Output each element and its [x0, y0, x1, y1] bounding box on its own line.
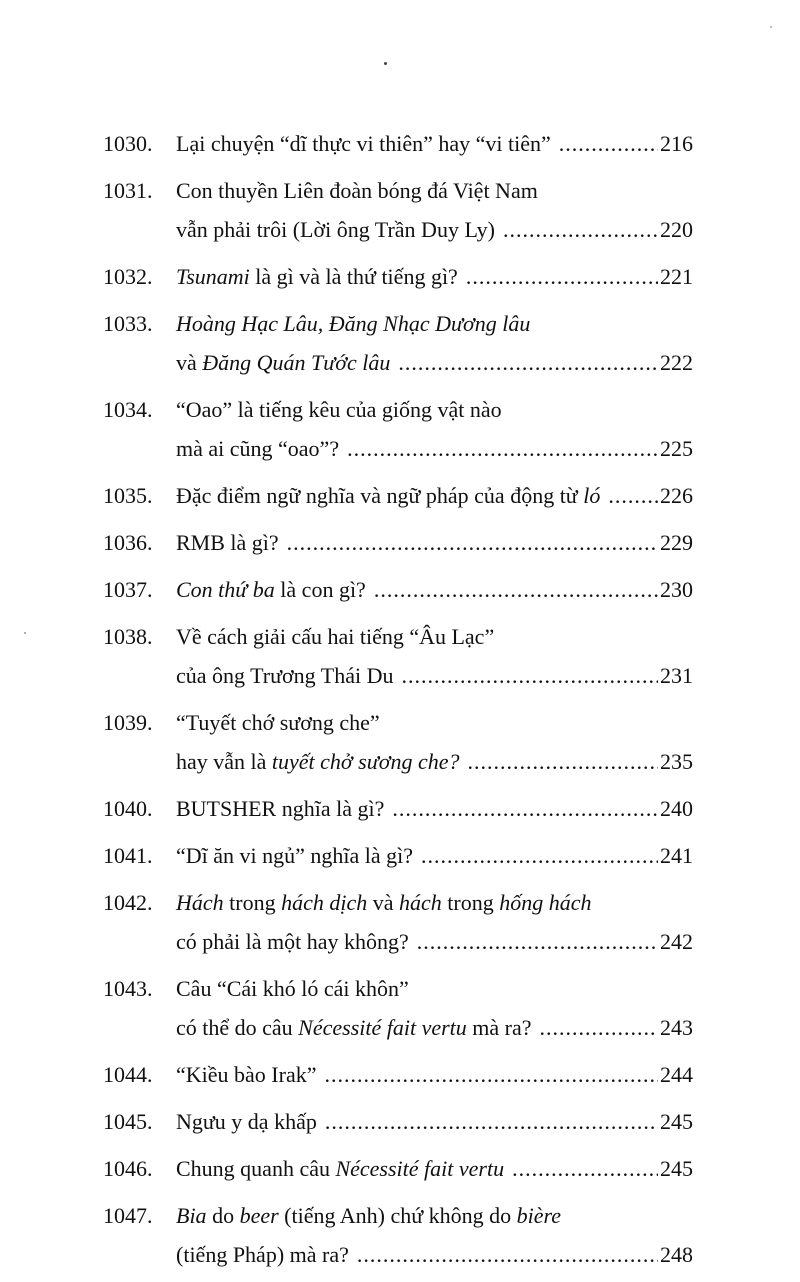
title-text: do	[206, 1203, 240, 1228]
entry-body	[176, 703, 693, 781]
toc-entry	[103, 836, 693, 875]
entry-body	[176, 570, 693, 609]
entry-title	[176, 523, 279, 562]
title-text: “Dĩ ăn vi ngủ” nghĩa là gì?	[176, 843, 414, 868]
entry-body	[176, 523, 693, 562]
page-number: 216	[660, 131, 693, 156]
title-italic-text: bière	[516, 1203, 562, 1228]
entry-title	[176, 124, 551, 163]
entry-body	[176, 789, 693, 828]
entry-title	[176, 890, 592, 915]
entry-title-line	[176, 1196, 693, 1235]
entry-title-line	[176, 789, 693, 828]
entry-title	[176, 1055, 316, 1094]
entry-body	[176, 390, 693, 468]
entry-title-line	[176, 969, 693, 1008]
title-text: “Oao” là tiếng kêu của giống vật nào	[176, 397, 502, 422]
title-text: có phải là một hay không?	[176, 929, 409, 954]
dot-leader	[347, 429, 658, 468]
scan-speck	[24, 632, 26, 634]
entry-number: 1040.	[103, 796, 153, 821]
entry-number: 1046.	[103, 1156, 153, 1181]
entry-body	[176, 124, 693, 163]
title-text: trong	[223, 890, 282, 915]
page-number: 248	[660, 1242, 693, 1267]
title-text: (tiếng Pháp) mà ra?	[176, 1242, 349, 1267]
entry-title	[176, 257, 458, 296]
dot-leader	[398, 343, 658, 382]
entry-title	[176, 1203, 561, 1228]
entry-number: 1033.	[103, 311, 153, 336]
title-text: BUTSHER nghĩa là gì?	[176, 796, 385, 821]
page-number: 235	[660, 749, 693, 774]
dot-leader	[503, 210, 658, 249]
title-italic-text: Đăng Quán Tước lâu	[202, 350, 391, 375]
entry-number: 1041.	[103, 843, 153, 868]
page-number: 240	[660, 796, 693, 821]
title-text: Câu “Cái khó ló cái khôn”	[176, 976, 409, 1001]
entry-body	[176, 969, 693, 1047]
entry-number: 1043.	[103, 976, 153, 1001]
entry-title	[176, 624, 494, 649]
toc-entry	[103, 1102, 693, 1141]
entry-title-line	[176, 836, 693, 875]
title-text: Ngưu y dạ khấp	[176, 1109, 317, 1134]
entry-body	[176, 1055, 693, 1094]
entry-title	[176, 789, 384, 828]
entry-title	[176, 210, 495, 249]
entry-title-line	[176, 210, 693, 249]
title-text: mà ra?	[466, 1015, 532, 1040]
entry-number: 1030.	[103, 131, 153, 156]
title-text: Chung quanh câu	[176, 1156, 336, 1181]
entry-number: 1047.	[103, 1203, 153, 1228]
title-text: “Kiều bào Irak”	[176, 1062, 317, 1087]
title-text: là gì và là thứ tiếng gì?	[249, 264, 458, 289]
title-text: và	[367, 890, 400, 915]
title-italic-text: Nécessité fait vertu	[335, 1156, 505, 1181]
entry-title	[176, 656, 394, 695]
title-italic-text: Hách	[176, 890, 224, 915]
title-text: mà ai cũng “oao”?	[176, 436, 340, 461]
entry-title	[176, 570, 366, 609]
entry-title-line	[176, 570, 693, 609]
title-text: “Tuyết chớ sương che”	[176, 710, 380, 735]
entry-title	[176, 343, 390, 382]
title-text: (tiếng Anh) chứ không do	[278, 1203, 517, 1228]
title-text: Về cách giải cấu hai tiếng “Âu Lạc”	[176, 624, 495, 649]
page-number: 225	[660, 436, 693, 461]
entry-number: 1032.	[103, 264, 153, 289]
entry-body	[176, 171, 693, 249]
table-of-contents	[103, 124, 693, 1282]
toc-entry	[103, 304, 693, 382]
title-text: Đặc điểm ngữ nghĩa và ngữ pháp của động từ	[176, 483, 584, 508]
title-text: Con thuyền Liên đoàn bóng đá Việt Nam	[176, 178, 538, 203]
page-number: 244	[660, 1062, 693, 1087]
entry-title-line	[176, 742, 693, 781]
dot-leader	[540, 1008, 658, 1047]
dot-leader	[512, 1149, 658, 1188]
toc-entry	[103, 969, 693, 1047]
title-italic-text: ló	[583, 483, 601, 508]
entry-number: 1034.	[103, 397, 153, 422]
toc-entry	[103, 171, 693, 249]
dot-leader	[402, 656, 659, 695]
entry-body	[176, 836, 693, 875]
toc-entry	[103, 1055, 693, 1094]
page-number: 245	[660, 1156, 693, 1181]
entry-number: 1042.	[103, 890, 153, 915]
title-italic-text: Nécessité fait vertu	[298, 1015, 467, 1040]
page-number: 220	[660, 217, 693, 242]
entry-title-line	[176, 617, 693, 656]
entry-title-line	[176, 390, 693, 429]
title-text: là con gì?	[274, 577, 366, 602]
entry-title	[176, 742, 460, 781]
toc-entry	[103, 390, 693, 468]
title-italic-text: beer	[239, 1203, 279, 1228]
entry-title-line	[176, 257, 693, 296]
entry-title	[176, 1149, 504, 1188]
page-number: 241	[660, 843, 693, 868]
entry-title-line	[176, 523, 693, 562]
dot-leader	[324, 1055, 658, 1094]
dot-leader	[357, 1235, 658, 1274]
toc-entry	[103, 257, 693, 296]
page-number: 226	[660, 483, 693, 508]
page-number: 245	[660, 1109, 693, 1134]
title-italic-text: Hoàng Hạc Lâu, Đăng Nhạc Dương lâu	[176, 311, 531, 336]
toc-entry	[103, 570, 693, 609]
dot-leader	[392, 789, 658, 828]
entry-number: 1038.	[103, 624, 153, 649]
entry-title	[176, 397, 502, 422]
title-italic-text: hách	[399, 890, 442, 915]
entry-number: 1039.	[103, 710, 153, 735]
title-italic-text: tuyết chở sương che?	[271, 749, 460, 774]
entry-body	[176, 617, 693, 695]
entry-title	[176, 429, 339, 468]
dot-leader	[608, 476, 658, 515]
entry-title-line	[176, 922, 693, 961]
entry-title-line	[176, 124, 693, 163]
page-number: 231	[660, 663, 693, 688]
dot-leader	[374, 570, 658, 609]
entry-title	[176, 710, 380, 735]
title-italic-text: hách dịch	[281, 890, 368, 915]
entry-title-line	[176, 883, 693, 922]
entry-number: 1036.	[103, 530, 153, 555]
title-text: RMB là gì?	[176, 530, 279, 555]
entry-body	[176, 1196, 693, 1274]
entry-title-line	[176, 1055, 693, 1094]
entry-body	[176, 883, 693, 961]
entry-title-line	[176, 476, 693, 515]
entry-title	[176, 976, 409, 1001]
entry-number: 1044.	[103, 1062, 153, 1087]
page-number: 243	[660, 1015, 693, 1040]
dot-leader	[466, 257, 658, 296]
page-number: 242	[660, 929, 693, 954]
entry-number: 1035.	[103, 483, 153, 508]
dot-leader	[325, 1102, 658, 1141]
toc-entry	[103, 124, 693, 163]
title-italic-text: Tsunami	[176, 264, 250, 289]
entry-title	[176, 1235, 349, 1274]
entry-title-line	[176, 304, 693, 343]
entry-title-line	[176, 1235, 693, 1274]
toc-entry	[103, 617, 693, 695]
page-number: 230	[660, 577, 693, 602]
toc-entry	[103, 703, 693, 781]
page-number: 221	[660, 264, 693, 289]
scan-speck	[770, 26, 772, 28]
title-text: có thể do câu	[176, 1015, 299, 1040]
title-text: và	[176, 350, 203, 375]
page-number: 229	[660, 530, 693, 555]
entry-title-line	[176, 429, 693, 468]
dot-leader	[417, 922, 658, 961]
toc-entry	[103, 883, 693, 961]
entry-title-line	[176, 1149, 693, 1188]
dot-leader	[468, 742, 659, 781]
title-text: Lại chuyện “dĩ thực vi thiên” hay “vi tiên”	[176, 131, 551, 156]
toc-entry	[103, 1196, 693, 1274]
entry-body	[176, 1149, 693, 1188]
title-text: hay vẫn là	[176, 749, 272, 774]
entry-title-line	[176, 703, 693, 742]
entry-title	[176, 836, 413, 875]
entry-number: 1045.	[103, 1109, 153, 1134]
entry-body	[176, 257, 693, 296]
toc-entry	[103, 1149, 693, 1188]
toc-entry	[103, 476, 693, 515]
toc-entry	[103, 523, 693, 562]
entry-title	[176, 1008, 532, 1047]
entry-title-line	[176, 1008, 693, 1047]
title-text: trong	[441, 890, 500, 915]
entry-title	[176, 311, 530, 336]
entry-body	[176, 304, 693, 382]
entry-body	[176, 476, 693, 515]
entry-title-line	[176, 656, 693, 695]
entry-title	[176, 1102, 317, 1141]
dot-leader	[421, 836, 658, 875]
entry-number: 1037.	[103, 577, 153, 602]
entry-title-line	[176, 343, 693, 382]
entry-title-line	[176, 171, 693, 210]
entry-title-line	[176, 1102, 693, 1141]
dot-leader	[287, 523, 658, 562]
title-italic-text: Bia	[176, 1203, 207, 1228]
entry-title	[176, 922, 409, 961]
page-number: 222	[660, 350, 693, 375]
dot-leader	[559, 124, 658, 163]
entry-title	[176, 476, 600, 515]
title-text: vẫn phải trôi (Lời ông Trần Duy Ly)	[176, 217, 495, 242]
title-italic-text: Con thứ ba	[176, 577, 275, 602]
title-italic-text: hống hách	[499, 890, 592, 915]
entry-body	[176, 1102, 693, 1141]
entry-number: 1031.	[103, 178, 153, 203]
entry-title	[176, 178, 538, 203]
title-text: của ông Trương Thái Du	[176, 663, 394, 688]
scan-speck	[384, 62, 387, 65]
toc-entry	[103, 789, 693, 828]
